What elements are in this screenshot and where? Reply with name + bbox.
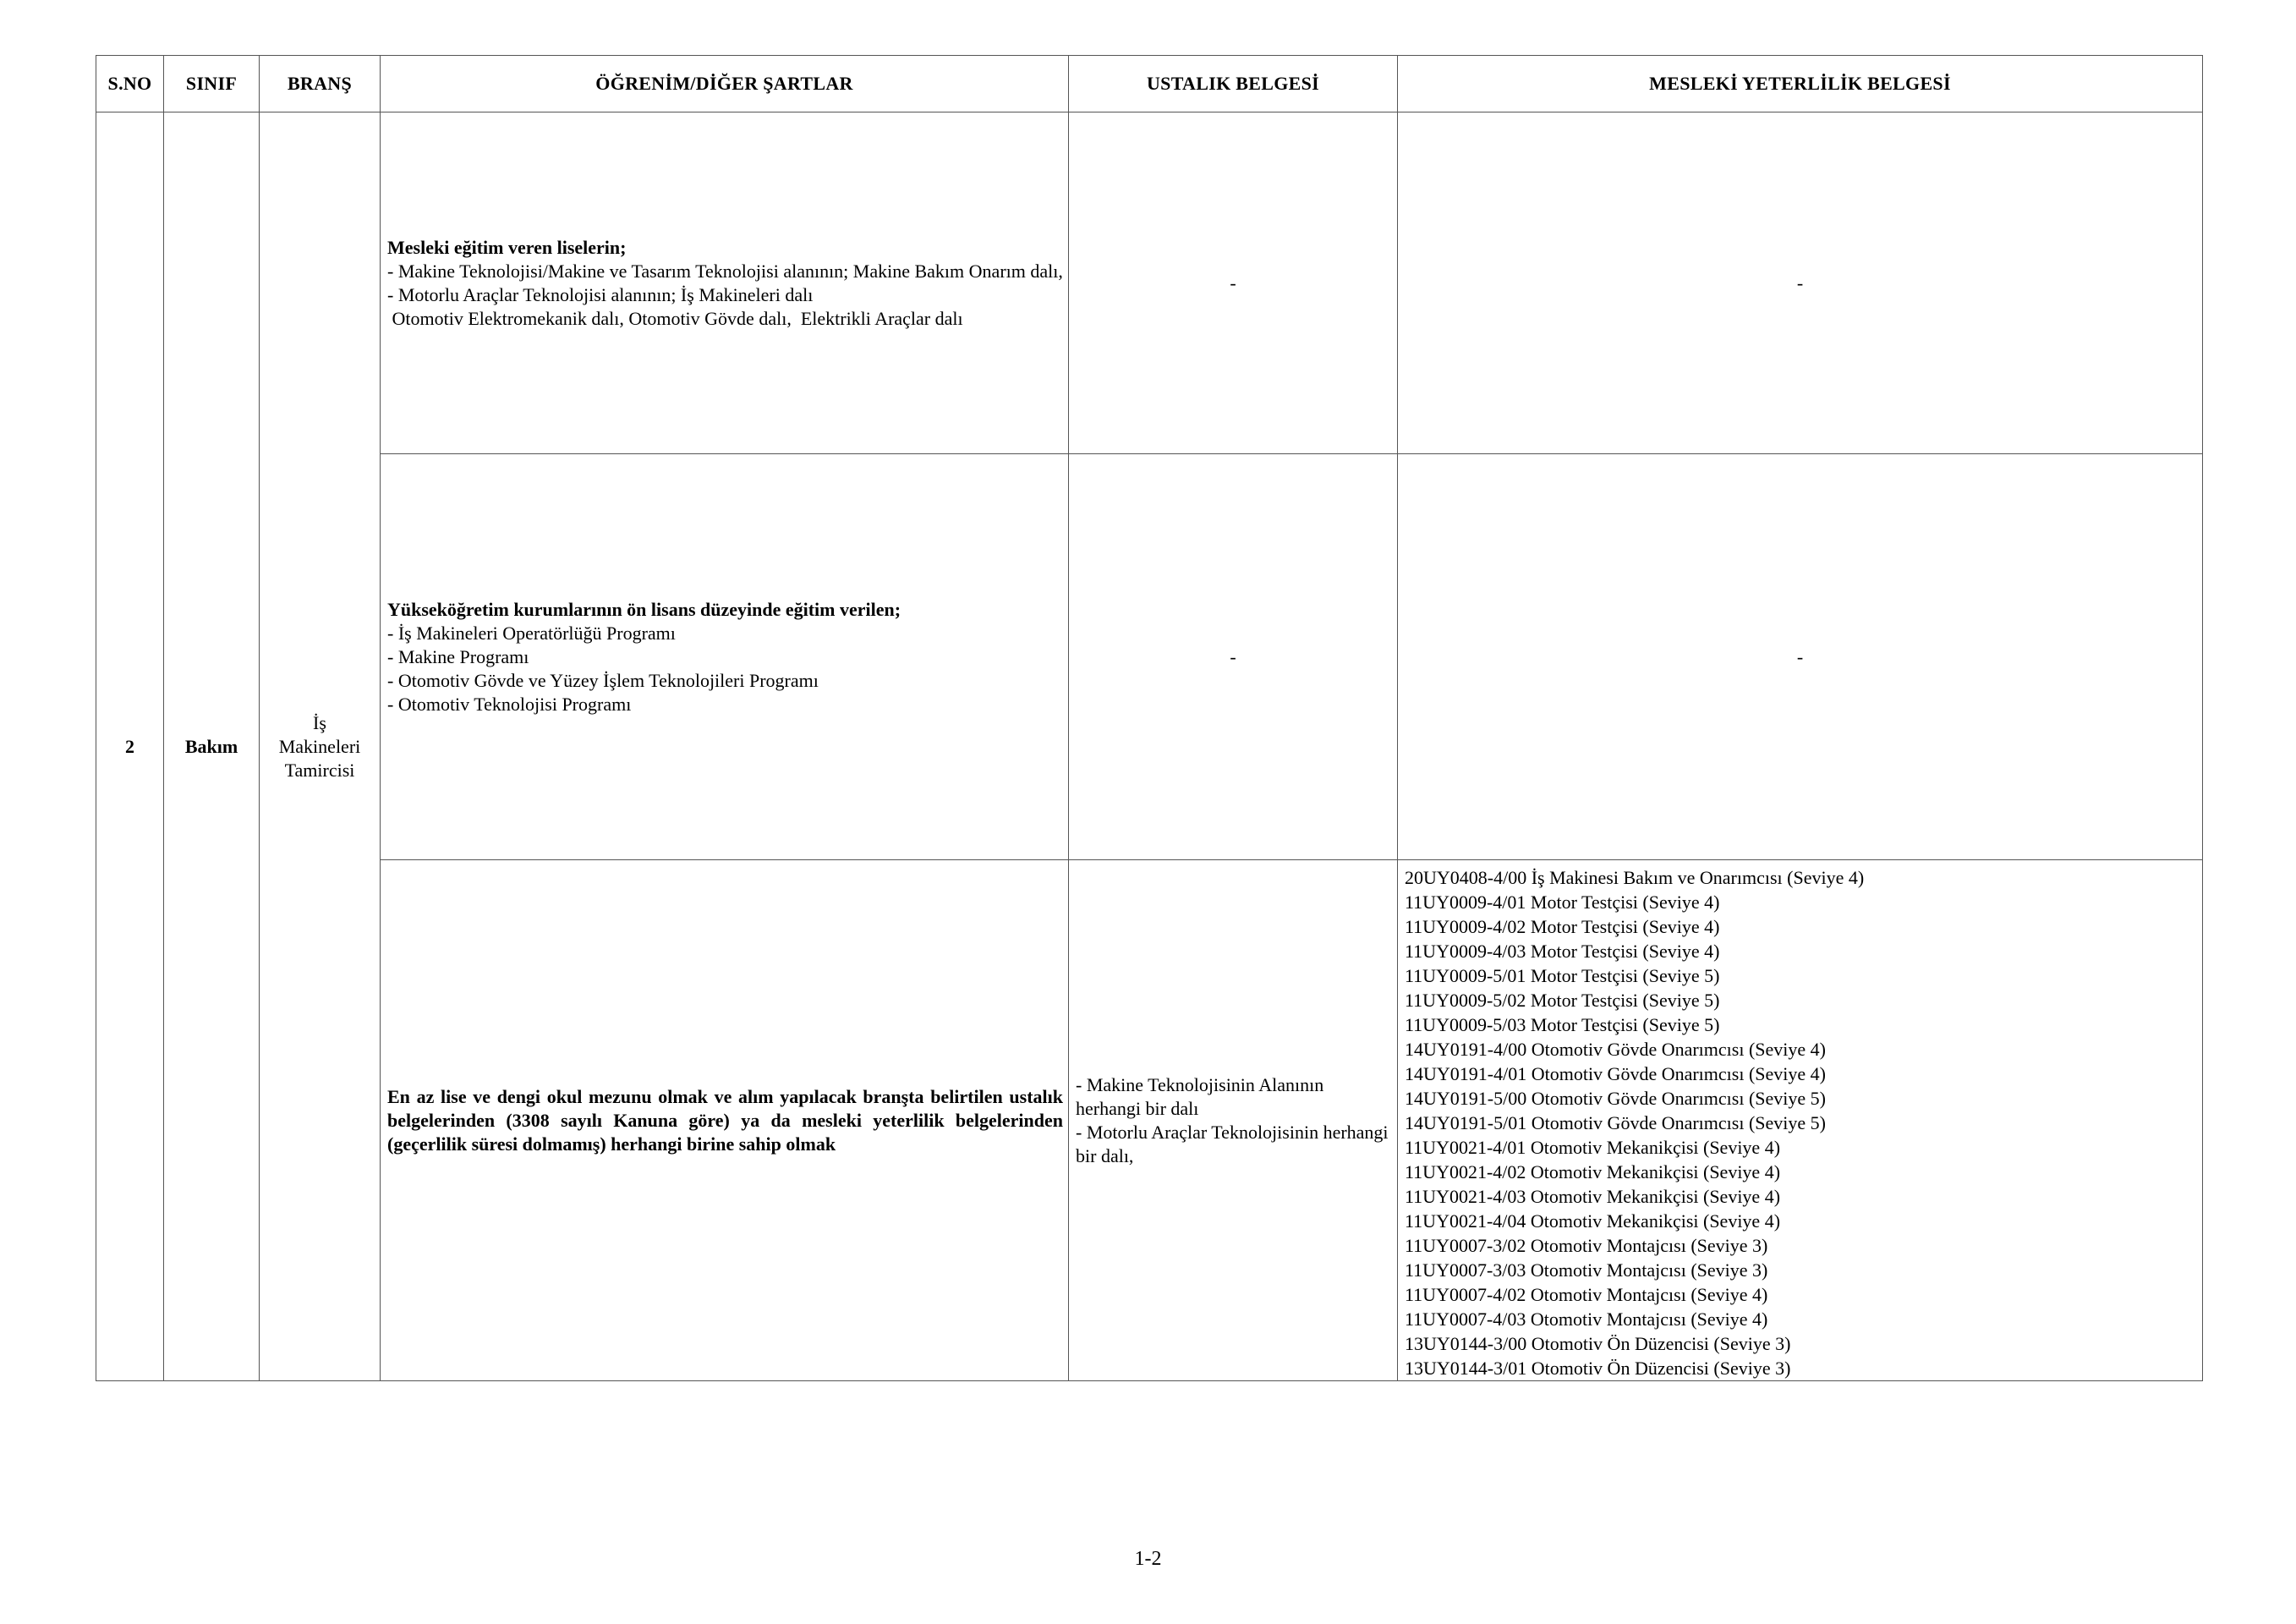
requirement-heading: Yükseköğretim kurumlarının ön lisans düzeyinde eğitim verilen; (387, 598, 901, 620)
myb-item: 11UY0007-3/02 Otomotiv Montajcısı (Seviye 3) (1405, 1235, 1768, 1256)
table-row (96, 112, 2203, 454)
header-sinif: SINIF (164, 56, 260, 112)
cell-brans (260, 112, 381, 1381)
cell-requirement (381, 860, 1069, 1381)
cell-ustalik (1069, 860, 1398, 1381)
cell-sinif: Bakım (164, 112, 260, 1381)
myb-item: 14UY0191-5/00 Otomotiv Gövde Onarımcısı (Seviye 5) (1405, 1088, 1826, 1109)
header-ogrenim: ÖĞRENİM/DİĞER ŞARTLAR (381, 56, 1069, 112)
header-sno: S.NO (96, 56, 164, 112)
brans-line: İş (313, 711, 326, 733)
myb-item: 11UY0021-4/02 Otomotiv Mekanikçisi (Seviye 4) (1405, 1161, 1781, 1182)
cell-myb: - (1398, 454, 2203, 860)
myb-item: 11UY0007-3/03 Otomotiv Montajcısı (Seviye 3) (1405, 1259, 1768, 1281)
page-number: 1-2 (1134, 1548, 1162, 1570)
table-header-row (96, 56, 2203, 112)
myb-item: 11UY0007-4/03 Otomotiv Montajcısı (Seviye 4) (1405, 1309, 1768, 1330)
requirement-line: Otomotiv Elektromekanik dalı, Otomotiv Gövde dalı, Elektrikli Araçlar dalı (387, 307, 963, 329)
requirement-line: - Motorlu Araçlar Teknolojisi alanının; İş Makineleri dalı (387, 283, 814, 305)
myb-item: 13UY0144-3/00 Otomotiv Ön Düzencisi (Seviye 3) (1405, 1333, 1791, 1354)
brans-line: Makineleri (278, 735, 361, 757)
ustalik-line: - Motorlu Araçlar Teknolojisinin herhangi bir dalı, (1076, 1121, 1389, 1166)
myb-item: 11UY0021-4/04 Otomotiv Mekanikçisi (Seviye 4) (1405, 1210, 1781, 1232)
requirement-line: - İş Makineleri Operatörlüğü Programı (387, 622, 676, 644)
requirement-line: - Makine Programı (387, 645, 529, 667)
myb-item: 14UY0191-4/00 Otomotiv Gövde Onarımcısı (Seviye 4) (1405, 1039, 1826, 1060)
myb-item: 11UY0009-4/03 Motor Testçisi (Seviye 4) (1405, 941, 1720, 962)
ustalik-line: - Makine Teknolojisinin Alanının herhangi bir dalı (1076, 1073, 1324, 1119)
brans-line: Tamircisi (284, 759, 355, 781)
header-brans: BRANŞ (260, 56, 381, 112)
table-row (96, 860, 2203, 1381)
requirements-table (96, 55, 2203, 1381)
cell-requirement (381, 112, 1069, 454)
requirement-line: - Otomotiv Gövde ve Yüzey İşlem Teknolojileri Programı (387, 669, 819, 691)
cell-myb: - (1398, 112, 2203, 454)
myb-item: 11UY0009-5/02 Motor Testçisi (Seviye 5) (1405, 990, 1720, 1011)
myb-item: 11UY0009-5/03 Motor Testçisi (Seviye 5) (1405, 1014, 1720, 1035)
myb-item: 11UY0009-4/02 Motor Testçisi (Seviye 4) (1405, 916, 1720, 937)
header-ustalik: USTALIK BELGESİ (1069, 56, 1398, 112)
cell-ustalik: - (1069, 454, 1398, 860)
requirement-heading: En az lise ve dengi okul mezunu olmak ve alım yapılacak branşta belirtilen ustalık belgelerinden (3308 sayılı Kanuna göre) ya da mesleki yeterlilik belgelerinden (geçerlilik süresi dolmamış) herhangi birine sahip olmak (387, 1085, 1063, 1155)
myb-item: 14UY0191-5/01 Otomotiv Gövde Onarımcısı (Seviye 5) (1405, 1112, 1826, 1133)
cell-sno: 2 (96, 112, 164, 1381)
myb-item: 11UY0007-4/02 Otomotiv Montajcısı (Seviye 4) (1405, 1284, 1768, 1305)
myb-item: 11UY0009-5/01 Motor Testçisi (Seviye 5) (1405, 965, 1720, 986)
cell-myb-list (1398, 860, 2203, 1381)
table-row (96, 454, 2203, 860)
myb-item: 20UY0408-4/00 İş Makinesi Bakım ve Onarımcısı (Seviye 4) (1405, 867, 1865, 888)
requirement-line: - Otomotiv Teknolojisi Programı (387, 693, 632, 715)
myb-item: 11UY0009-4/01 Motor Testçisi (Seviye 4) (1405, 892, 1720, 913)
cell-ustalik: - (1069, 112, 1398, 454)
myb-item: 13UY0144-3/01 Otomotiv Ön Düzencisi (Seviye 3) (1405, 1358, 1791, 1379)
myb-item: 11UY0021-4/01 Otomotiv Mekanikçisi (Seviye 4) (1405, 1137, 1781, 1158)
myb-item: 11UY0021-4/03 Otomotiv Mekanikçisi (Seviye 4) (1405, 1186, 1781, 1207)
cell-requirement (381, 454, 1069, 860)
header-myb: MESLEKİ YETERLİLİK BELGESİ (1398, 56, 2203, 112)
requirement-line: - Makine Teknolojisi/Makine ve Tasarım Teknolojisi alanının; Makine Bakım Onarım dalı, (387, 260, 1063, 282)
requirement-heading: Mesleki eğitim veren liselerin; (387, 236, 627, 258)
myb-item: 14UY0191-4/01 Otomotiv Gövde Onarımcısı (Seviye 4) (1405, 1063, 1826, 1084)
